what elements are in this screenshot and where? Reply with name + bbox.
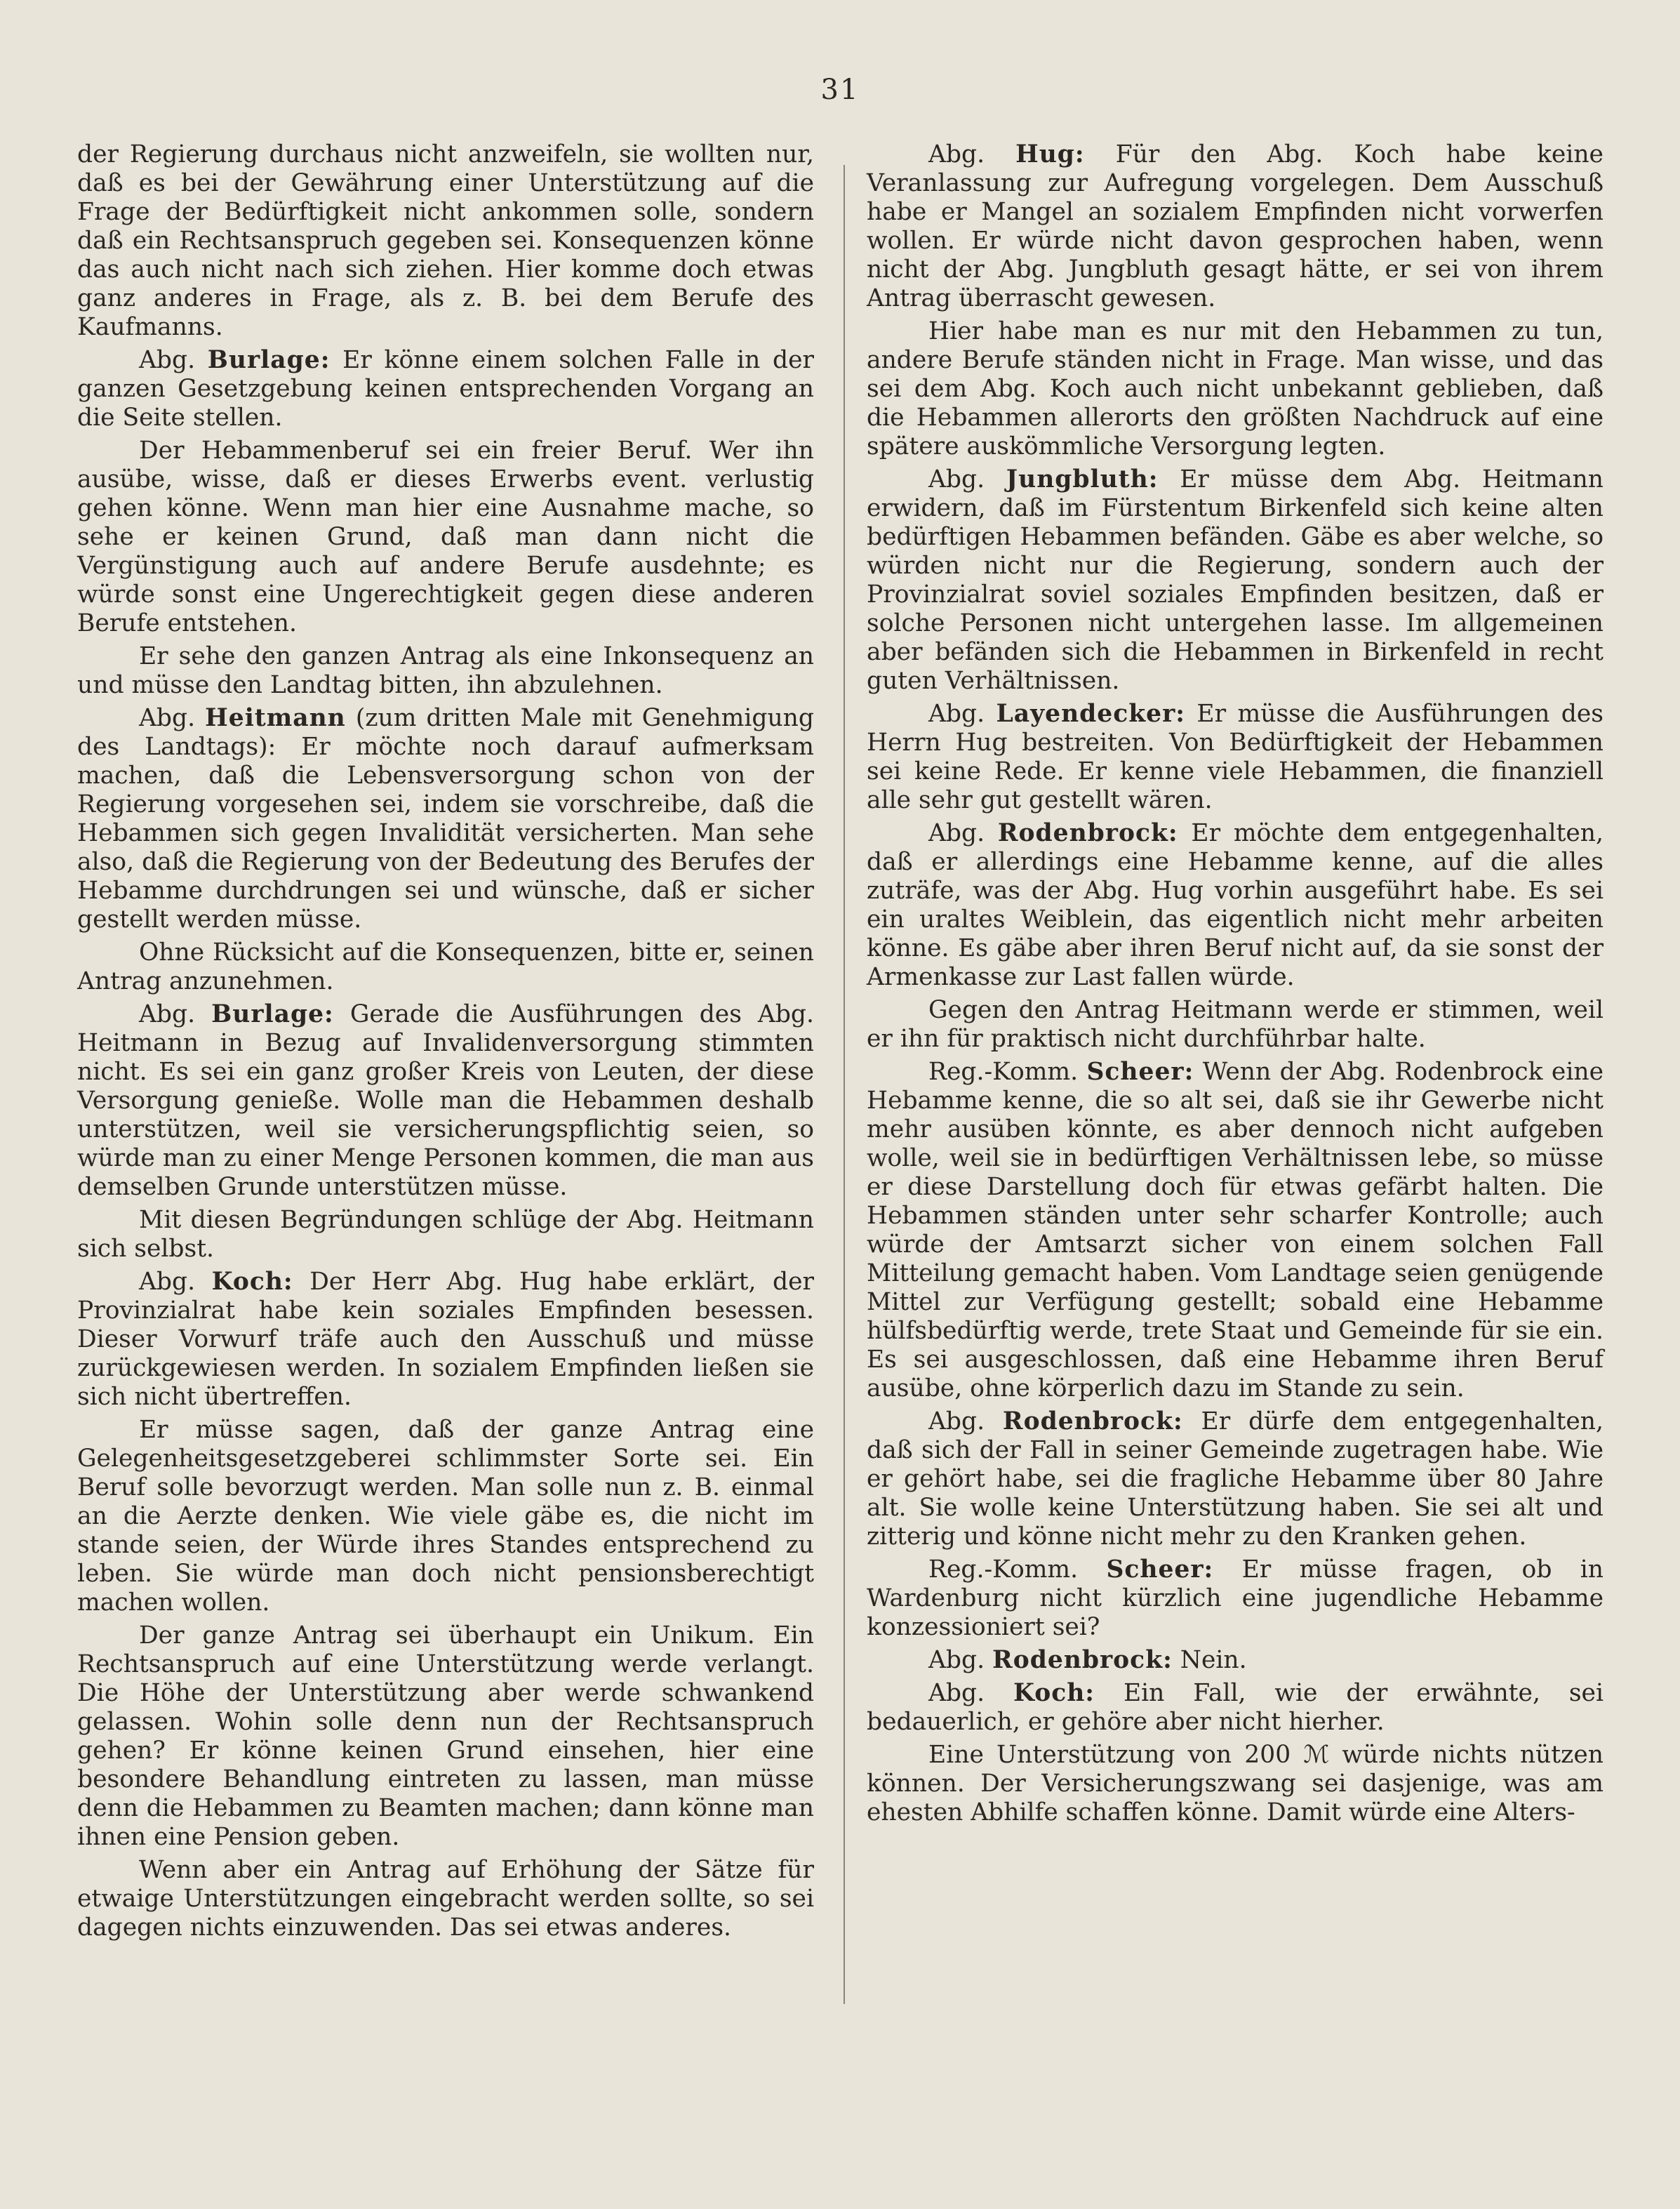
speaker-title: Abg.	[928, 465, 1006, 493]
speaker-name: Burlage:	[211, 1000, 334, 1028]
speech-paragraph	[867, 1407, 1604, 1551]
text-paragraph: Gegen den Antrag Heitmann werde er stimmen, weil er ihn für praktisch nicht durchführbar halte.	[867, 996, 1604, 1053]
speech-text: Gerade die Ausführungen des Abg. Heitmann in Bezug auf Invalidenversorgung stimmten nicht. Es sei ein ganz großer Kreis von Leuten, der diese Versorgung genieße. Wolle man die Hebammen deshalb unterstützen, weil sie versicherungspflichtig seien, so würde man zu einer Menge Personen kommen, die man aus demselben Grunde unterstützen müsse.	[77, 1000, 814, 1201]
speech-text: Er müsse die Ausführungen des Herrn Hug bestreiten. Von Bedürftigkeit der Hebammen sei keine Rede. Er kenne viele Hebammen, die finanziell alle sehr gut gestellt wären.	[867, 700, 1604, 814]
speaker-title: Abg.	[139, 1000, 212, 1028]
speech-text: Er könne einem solchen Falle in der ganzen Gesetzgebung keinen entsprechenden Vorgang an die Seite stellen.	[77, 346, 814, 432]
text-paragraph: Mit diesen Begründungen schlüge der Abg. Heitmann sich selbst.	[77, 1206, 814, 1263]
left-column	[77, 140, 814, 1946]
speaker-name: Rodenbrock:	[992, 1646, 1173, 1674]
speaker-name: Koch:	[211, 1268, 293, 1296]
speech-text: Er müsse dem Abg. Heitmann erwidern, daß im Fürstentum Birkenfeld sich keine alten bedürftigen Hebammen befänden. Gäbe es aber welche, so würden nicht nur die Regierung, sondern auch der Provinzialrat soviel soziales Empfinden besitzen, daß er solche Personen nicht untergehen lasse. Im allgemeinen aber befänden sich die Hebammen in Birkenfeld in recht guten Verhältnissen.	[867, 465, 1604, 695]
speech-text: Wenn der Abg. Rodenbrock eine Hebamme kenne, die so alt sei, daß sie ihr Gewerbe nicht mehr ausüben könnte, es aber dennoch nicht aufgeben wolle, weil sie in bedürftigen Verhältnissen lebe, so müsse er diese Darstellung doch für etwas gefärbt halten. Die Hebammen ständen unter sehr scharfer Kontrolle; auch würde der Amtsarzt sicher von einem solchen Fall Mitteilung gemacht haben. Vom Landtage seien genügende Mittel zur Verfügung gestellt; sobald eine Hebamme hülfsbedürftig werde, trete Staat und Gemeinde für sie ein. Es sei ausgeschlossen, daß eine Hebamme ihren Beruf ausübe, ohne körperlich dazu im Stande zu sein.	[867, 1058, 1604, 1402]
text-paragraph: Der Hebammenberuf sei ein freier Beruf. Wer ihn ausübe, wisse, daß er dieses Erwerbs event. verlustig gehen könne. Wenn man hier eine Ausnahme mache, so sehe er keinen Grund, daß man dann nicht die Vergünstigung auch auf andere Berufe ausdehnte; es würde sonst eine Ungerechtigkeit gegen diese anderen Berufe entstehen.	[77, 437, 814, 637]
speaker-title: Abg.	[139, 346, 208, 374]
speaker-name: Rodenbrock:	[997, 819, 1178, 847]
speaker-title: Reg.-Komm.	[928, 1555, 1107, 1584]
speech-paragraph	[867, 819, 1604, 992]
speaker-title: Abg.	[928, 1646, 993, 1674]
speech-paragraph	[867, 140, 1604, 313]
text-paragraph: Wenn aber ein Antrag auf Erhöhung der Sätze für etwaige Unterstützungen eingebracht werden sollte, so sei dagegen nichts einzuwenden. Das sei etwas anderes.	[77, 1856, 814, 1942]
speech-paragraph	[867, 1058, 1604, 1403]
text-paragraph: Ohne Rücksicht auf die Konsequenzen, bitte er, seinen Antrag anzunehmen.	[77, 938, 814, 995]
speaker-name: Heitmann	[205, 704, 346, 732]
speech-paragraph	[867, 700, 1604, 815]
speech-paragraph	[77, 1268, 814, 1412]
column-divider	[844, 165, 845, 2004]
speech-paragraph	[867, 1555, 1604, 1642]
speech-text: Er müsse fragen, ob in Wardenburg nicht kürzlich eine jugendliche Hebamme konzessioniert sei?	[867, 1555, 1604, 1641]
speaker-name: Hug:	[1015, 140, 1085, 168]
text-paragraph: Er müsse sagen, daß der ganze Antrag eine Gelegenheitsgesetzgeberei schlimmster Sorte sei. Ein Beruf solle bevorzugt werden. Man solle nun z. B. einmal an die Aerzte denken. Wie viele gäbe es, die nicht im stande seien, der Würde ihres Standes entsprechend zu leben. Sie würde man doch nicht pensionsberechtigt machen wollen.	[77, 1416, 814, 1617]
speech-text: Der Herr Abg. Hug habe erklärt, der Provinzialrat habe kein soziales Empfinden besessen. Dieser Vorwurf träfe auch den Ausschuß und müsse zurückgewiesen werden. In sozialem Empfinden ließen sie sich nicht übertreffen.	[77, 1268, 814, 1411]
speaker-title: Abg.	[139, 1268, 212, 1296]
speaker-name: Koch:	[1013, 1679, 1095, 1707]
speech-text: Für den Abg. Koch habe keine Veranlassung zur Aufregung vorgelegen. Dem Ausschuß habe er Mangel an sozialem Empfinden nicht vorwerfen wollen. Er würde nicht davon gesprochen haben, wenn nicht der Abg. Jungbluth gesagt hätte, er sei von ihrem Antrag überrascht gewesen.	[867, 140, 1604, 312]
speech-paragraph	[867, 1646, 1604, 1675]
speaker-title: Abg.	[928, 700, 996, 728]
text-paragraph: Der ganze Antrag sei überhaupt ein Unikum. Ein Rechtsanspruch auf eine Unterstützung werde verlangt. Die Höhe der Unterstützung aber werde schwankend gelassen. Wohin solle denn nun der Rechtsanspruch gehen? Er könne keinen Grund einsehen, hier eine besondere Behandlung eintreten zu lassen, man müsse denn die Hebammen zu Beamten machen; dann könne man ihnen eine Pension geben.	[77, 1621, 814, 1851]
text-paragraph: Eine Unterstützung von 200 ℳ würde nichts nützen können. Der Versicherungszwang sei dasjenige, was am ehesten Abhilfe schaffen könne. Damit würde eine Alters-	[867, 1741, 1604, 1826]
text-paragraph: Hier habe man es nur mit den Hebammen zu tun, andere Berufe ständen nicht in Frage. Man wisse, und das sei dem Abg. Koch auch nicht unbekannt geblieben, daß die Hebammen allerorts den größten Nachdruck auf eine spätere auskömmliche Versorgung legten.	[867, 317, 1604, 460]
speaker-name: Layendecker:	[996, 700, 1186, 728]
right-column	[867, 140, 1604, 1831]
speech-text: Er möchte dem entgegenhalten, daß er allerdings eine Hebamme kenne, auf die alles zuträfe, was der Abg. Hug vorhin ausgeführt habe. Es sei ein uraltes Weiblein, das eigentlich nicht mehr arbeiten könne. Es gäbe aber ihren Beruf nicht auf, da sie sonst der Armenkasse zur Last fallen würde.	[867, 819, 1604, 991]
speaker-name: Burlage:	[207, 346, 331, 374]
text-paragraph: der Regierung durchaus nicht anzweifeln, sie wollten nur, daß es bei der Gewährung einer Unterstützung auf die Frage der Bedürftigkeit nicht ankommen solle, sondern daß ein Rechtsanspruch gegeben sei. Konsequenzen könne das auch nicht nach sich ziehen. Hier komme doch etwas ganz anderes in Frage, als z. B. bei dem Berufe des Kaufmanns.	[77, 140, 814, 341]
speaker-name: Rodenbrock:	[1002, 1407, 1183, 1435]
speaker-title: Reg.-Komm.	[928, 1058, 1087, 1086]
speaker-name: Scheer:	[1086, 1058, 1194, 1086]
speech-paragraph	[867, 465, 1604, 696]
speech-paragraph	[77, 1000, 814, 1202]
page-number: 31	[820, 74, 860, 106]
speech-text: (zum dritten Male mit Genehmigung des Landtags): Er möchte noch darauf aufmerksam machen, daß die Lebensversorgung schon von der Regierung vorgesehen sei, indem sie vorschreibe, daß die Hebammen sich gegen Invalidität versicherten. Man sehe also, daß die Regierung von der Bedeutung des Berufes der Hebamme durchdrungen sei und wünsche, daß er sicher gestellt werden müsse.	[77, 704, 814, 934]
speaker-name: Scheer:	[1106, 1555, 1214, 1584]
speaker-title: Abg.	[928, 819, 998, 847]
speech-paragraph	[77, 704, 814, 934]
speech-text: Ein Fall, wie der erwähnte, sei bedauerlich, er gehöre aber nicht hierher.	[867, 1679, 1604, 1736]
speech-paragraph	[867, 1679, 1604, 1737]
speech-paragraph	[77, 346, 814, 432]
speaker-title: Abg.	[928, 140, 1016, 168]
speaker-title: Abg.	[928, 1679, 1013, 1707]
speech-text: Er dürfe dem entgegenhalten, daß sich der Fall in seiner Gemeinde zugetragen habe. Wie er gehört habe, sei die fragliche Hebamme über 80 Jahre alt. Sie wolle keine Unterstützung haben. Sie sei alt und zitterig und könne nicht mehr zu den Kranken gehen.	[867, 1407, 1604, 1551]
text-paragraph: Er sehe den ganzen Antrag als eine Inkonsequenz an und müsse den Landtag bitten, ihn abzulehnen.	[77, 642, 814, 699]
speaker-title: Abg.	[139, 704, 206, 732]
speech-text: Nein.	[1172, 1646, 1247, 1674]
speaker-name: Jungbluth:	[1006, 465, 1159, 493]
speaker-title: Abg.	[928, 1407, 1003, 1435]
